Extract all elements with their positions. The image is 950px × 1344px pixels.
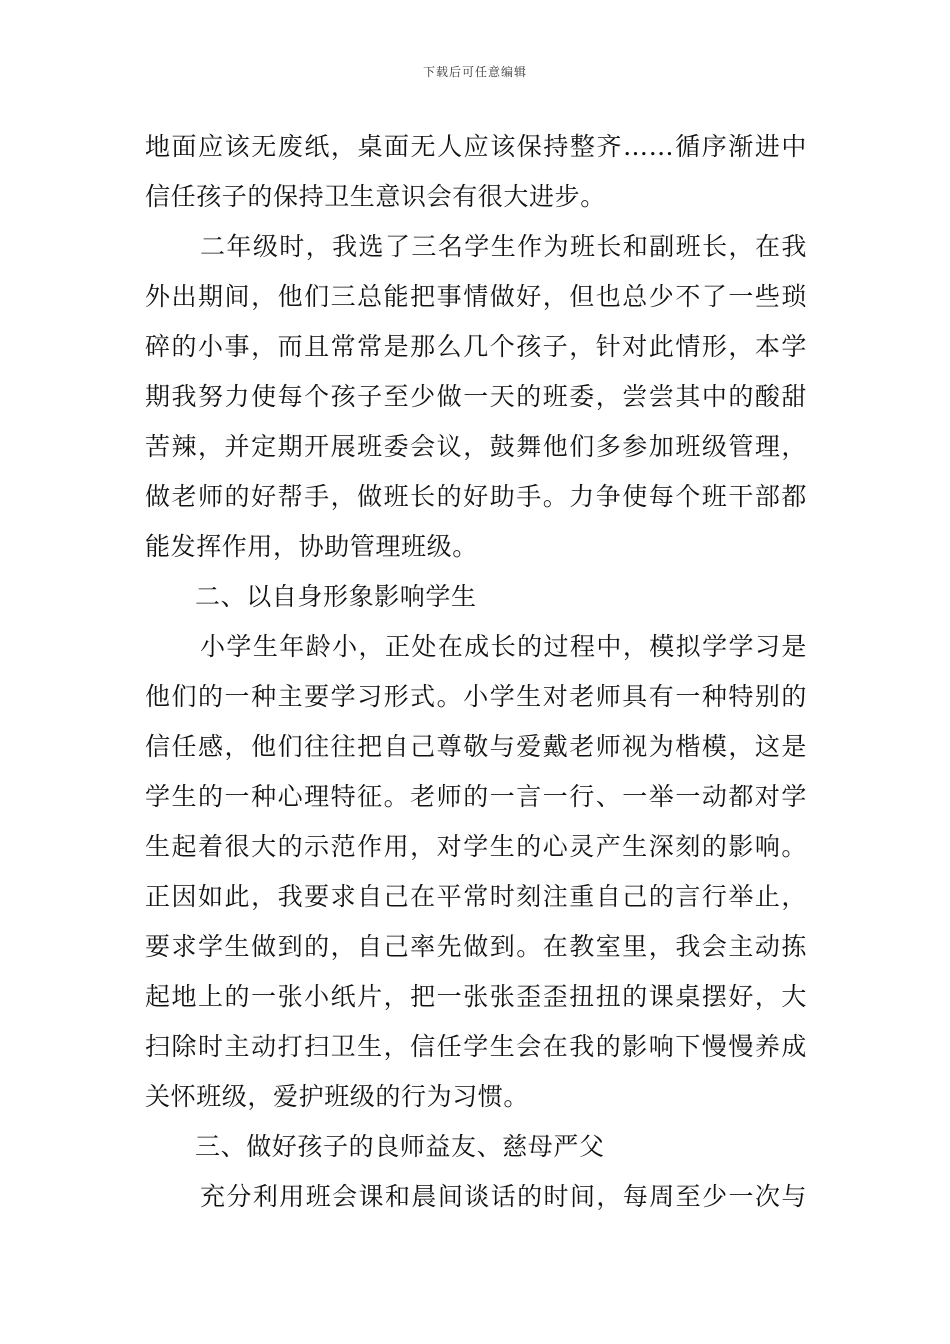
text-line: 期我努力使每个孩子至少做一天的班委，尝尝其中的酸甜 <box>145 382 807 411</box>
text-line: 小学生年龄小，正处在成长的过程中，模拟学学习是 <box>200 632 807 661</box>
text-line: 地面应该无废纸，桌面无人应该保持整齐……循序渐进中 <box>145 132 807 161</box>
text-line: 碎的小事，而且常常是那么几个孩子，针对此情形，本学 <box>145 332 807 361</box>
section-heading: 三、做好孩子的良师益友、慈母严父 <box>195 1132 605 1161</box>
text-line: 要求学生做到的，自己率先做到。在教室里，我会主动拣 <box>145 932 807 961</box>
text-line: 苦辣，并定期开展班委会议，鼓舞他们多参加班级管理， <box>145 432 807 461</box>
page-header: 下载后可任意编辑 <box>422 65 527 79</box>
text-line: 充分利用班会课和晨间谈话的时间，每周至少一次与 <box>200 1182 807 1211</box>
body-text <box>145 122 807 1222</box>
text-line: 生起着很大的示范作用，对学生的心灵产生深刻的影响。 <box>145 832 807 861</box>
text-line: 信任感，他们往往把自己尊敬与爱戴老师视为楷模，这是 <box>145 732 807 761</box>
text-line: 学生的一种心理特征。老师的一言一行、一举一动都对学 <box>145 782 807 811</box>
text-line: 信任孩子的保持卫生意识会有很大进步。 <box>145 182 606 211</box>
section-heading: 二、以自身形象影响学生 <box>195 582 477 611</box>
text-line: 能发挥作用，协助管理班级。 <box>145 532 478 561</box>
text-line: 外出期间，他们三总能把事情做好，但也总少不了一些琐 <box>145 282 807 311</box>
text-line: 扫除时主动打扫卫生，信任学生会在我的影响下慢慢养成 <box>145 1032 807 1061</box>
text-line: 做老师的好帮手，做班长的好助手。力争使每个班干部都 <box>145 482 807 511</box>
text-line: 起地上的一张小纸片，把一张张歪歪扭扭的课桌摆好，大 <box>145 982 807 1011</box>
text-line: 二年级时，我选了三名学生作为班长和副班长，在我 <box>200 232 807 261</box>
text-line: 正因如此，我要求自己在平常时刻注重自己的言行举止， <box>145 882 807 911</box>
text-line: 他们的一种主要学习形式。小学生对老师具有一种特别的 <box>145 682 807 711</box>
text-line: 关怀班级，爱护班级的行为习惯。 <box>145 1082 530 1111</box>
